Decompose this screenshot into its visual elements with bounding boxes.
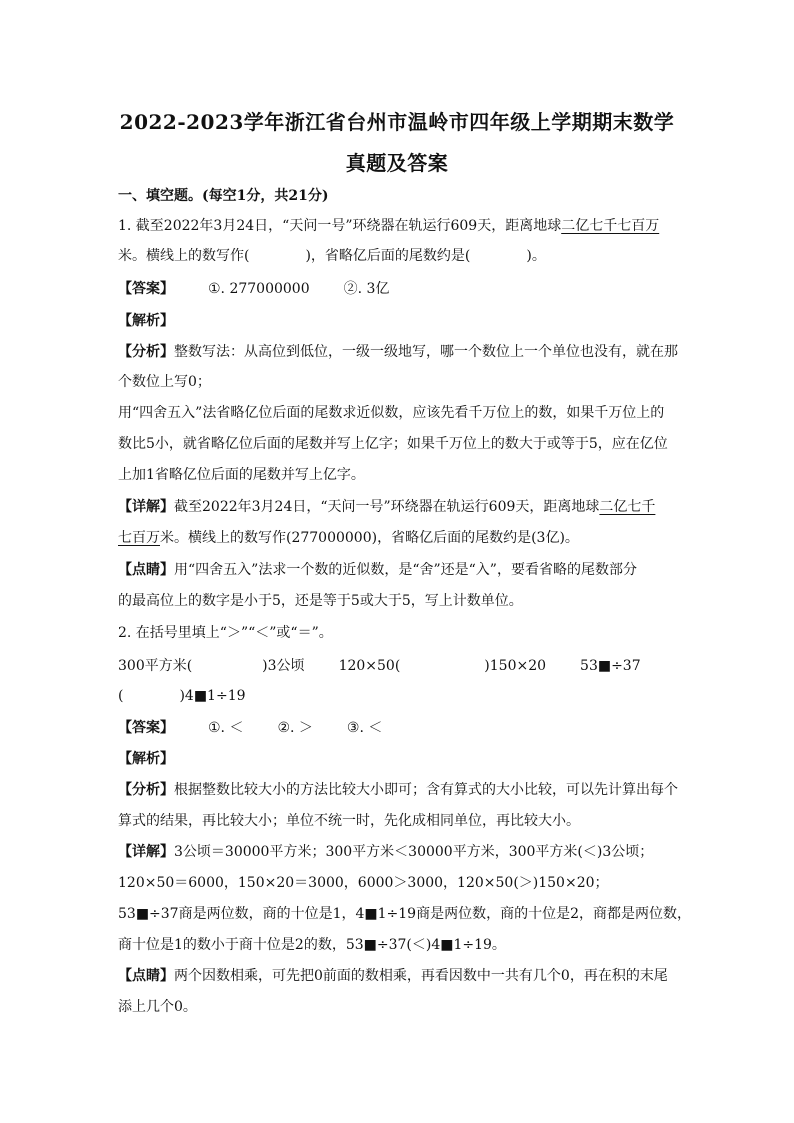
q1-dianjing-line-2: 的最高位上的数字是小于5，还是等于5或大于5，写上计数单位。: [118, 593, 523, 609]
q2-dianjing-line-1: [118, 966, 678, 986]
q1-xiangjie-text-1: 截至2022年3月24日，“天问一号”环绕器在轨运行609天，距离地球: [174, 499, 600, 515]
q1-answer-row: [118, 279, 678, 299]
q2-answer-row: [118, 718, 678, 738]
q2-item-3: 53■÷37: [580, 658, 641, 674]
q2-xiangjie-line-2: 120×50＝6000，150×20＝3000，6000＞3000，120×50(＞)150×20；: [118, 875, 609, 891]
q1-jiexi-label: 【解析】: [118, 313, 174, 329]
q2-item-3-continued: ( )4■1÷19: [118, 688, 246, 704]
q1-xiangjie-text-2: 米。横线上的数写作(277000000)，省略亿后面的尾数约是(3亿)。: [160, 530, 579, 546]
q2-item-2: 120×50( )150×20: [338, 658, 547, 674]
q2-xiangjie-text-1: 3公顷＝30000平方米；300平方米＜30000平方米，300平方米(＜)3公顷；: [174, 844, 654, 860]
q2-items-row-1: [118, 656, 678, 676]
q2-xiangjie-line-3: 53■÷37商是两位数，商的十位是1，4■1÷19商是两位数，商的十位是2，商都是两位数，: [118, 906, 691, 922]
q2-xiangjie-line-1: [118, 842, 678, 862]
document-title-line-1: 2022-2023学年浙江省台州市温岭市四年级上学期期末数学: [119, 110, 675, 134]
q2-fenxi-line-2: 算式的结果，再比较大小；单位不统一时，先化成相同单位，再比较大小。: [118, 813, 580, 829]
q2-dianjing-label: 【点睛】: [118, 968, 174, 984]
q2-item-1: 300平方米( )3公顷: [118, 658, 305, 674]
q1-dianjing-label: 【点睛】: [118, 562, 174, 578]
q2-answer-label: 【答案】: [118, 720, 174, 736]
q1-fenxi-line-5: 上加1省略亿位后面的尾数并写上亿字。: [118, 467, 365, 483]
q1-xiangjie-underline-2: 七百万: [118, 530, 160, 546]
q2-answer-2: ②. ＞: [277, 720, 313, 736]
q1-fenxi-label: 【分析】: [118, 344, 174, 360]
q2-stem: 2. 在括号里填上“＞”“＜”或“＝”。: [118, 625, 333, 641]
q1-xiangjie-line-1: [118, 497, 678, 517]
q1-underlined-number: 二亿七千七百万: [561, 218, 660, 234]
q1-fenxi-line-1: [118, 342, 678, 362]
q1-dianjing-line-1: [118, 560, 678, 580]
q2-dianjing-text-1: 两个因数相乘，可先把0前面的数相乘，再看因数中一共有几个0，再在积的末尾: [174, 968, 668, 984]
q1-answer-1: ①. 277000000: [208, 281, 310, 297]
q1-xiangjie-line-2: [118, 528, 678, 548]
q1-answer-label: 【答案】: [118, 281, 174, 297]
q2-xiangjie-label: 【详解】: [118, 844, 174, 860]
q2-answer-1: ①. ＜: [208, 720, 244, 736]
q1-stem-line-2: 米。横线上的数写作( )，省略亿后面的尾数约是( )。: [118, 248, 546, 264]
q2-fenxi-label: 【分析】: [118, 782, 174, 798]
q2-fenxi-text-1: 根据整数比较大小的方法比较大小即可；含有算式的大小比较，可以先计算出每个: [174, 782, 678, 798]
q2-xiangjie-line-4: 商十位是1的数小于商十位是2的数，53■÷37(＜)4■1÷19。: [118, 937, 506, 953]
q1-fenxi-line-4: 数比5小，就省略亿位后面的尾数并写上亿字；如果千万位上的数大于或等于5，应在亿位: [118, 436, 668, 452]
document-title-line-2: 真题及答案: [345, 151, 449, 175]
q1-fenxi-line-3: 用“四舍五入”法省略亿位后面的尾数求近似数，应该先看千万位上的数，如果千万位上的: [118, 405, 665, 421]
section-heading: 一、填空题。(每空1分，共21分): [118, 188, 329, 204]
q1-fenxi-text-1: 整数写法：从高位到低位，一级一级地写，哪一个数位上一个单位也没有，就在那: [174, 344, 678, 360]
q2-dianjing-line-2: 添上几个0。: [118, 999, 197, 1015]
q1-fenxi-line-2: 个数位上写0；: [118, 374, 211, 390]
q1-xiangjie-underline-1: 二亿七千: [599, 499, 656, 515]
q2-jiexi-label: 【解析】: [118, 751, 174, 767]
q1-dianjing-text-1: 用“四舍五入”法求一个数的近似数，是“舍”还是“入”，要看省略的尾数部分: [174, 562, 637, 578]
q1-stem-text: 1. 截至2022年3月24日，“天问一号”环绕器在轨运行609天，距离地球: [118, 218, 562, 234]
q2-fenxi-line-1: [118, 780, 678, 800]
q1-stem-line-1: [118, 216, 678, 236]
q1-xiangjie-label: 【详解】: [118, 499, 174, 515]
q2-answer-3: ③. ＜: [346, 720, 383, 736]
q1-answer-2: ②. 3亿: [343, 281, 390, 297]
